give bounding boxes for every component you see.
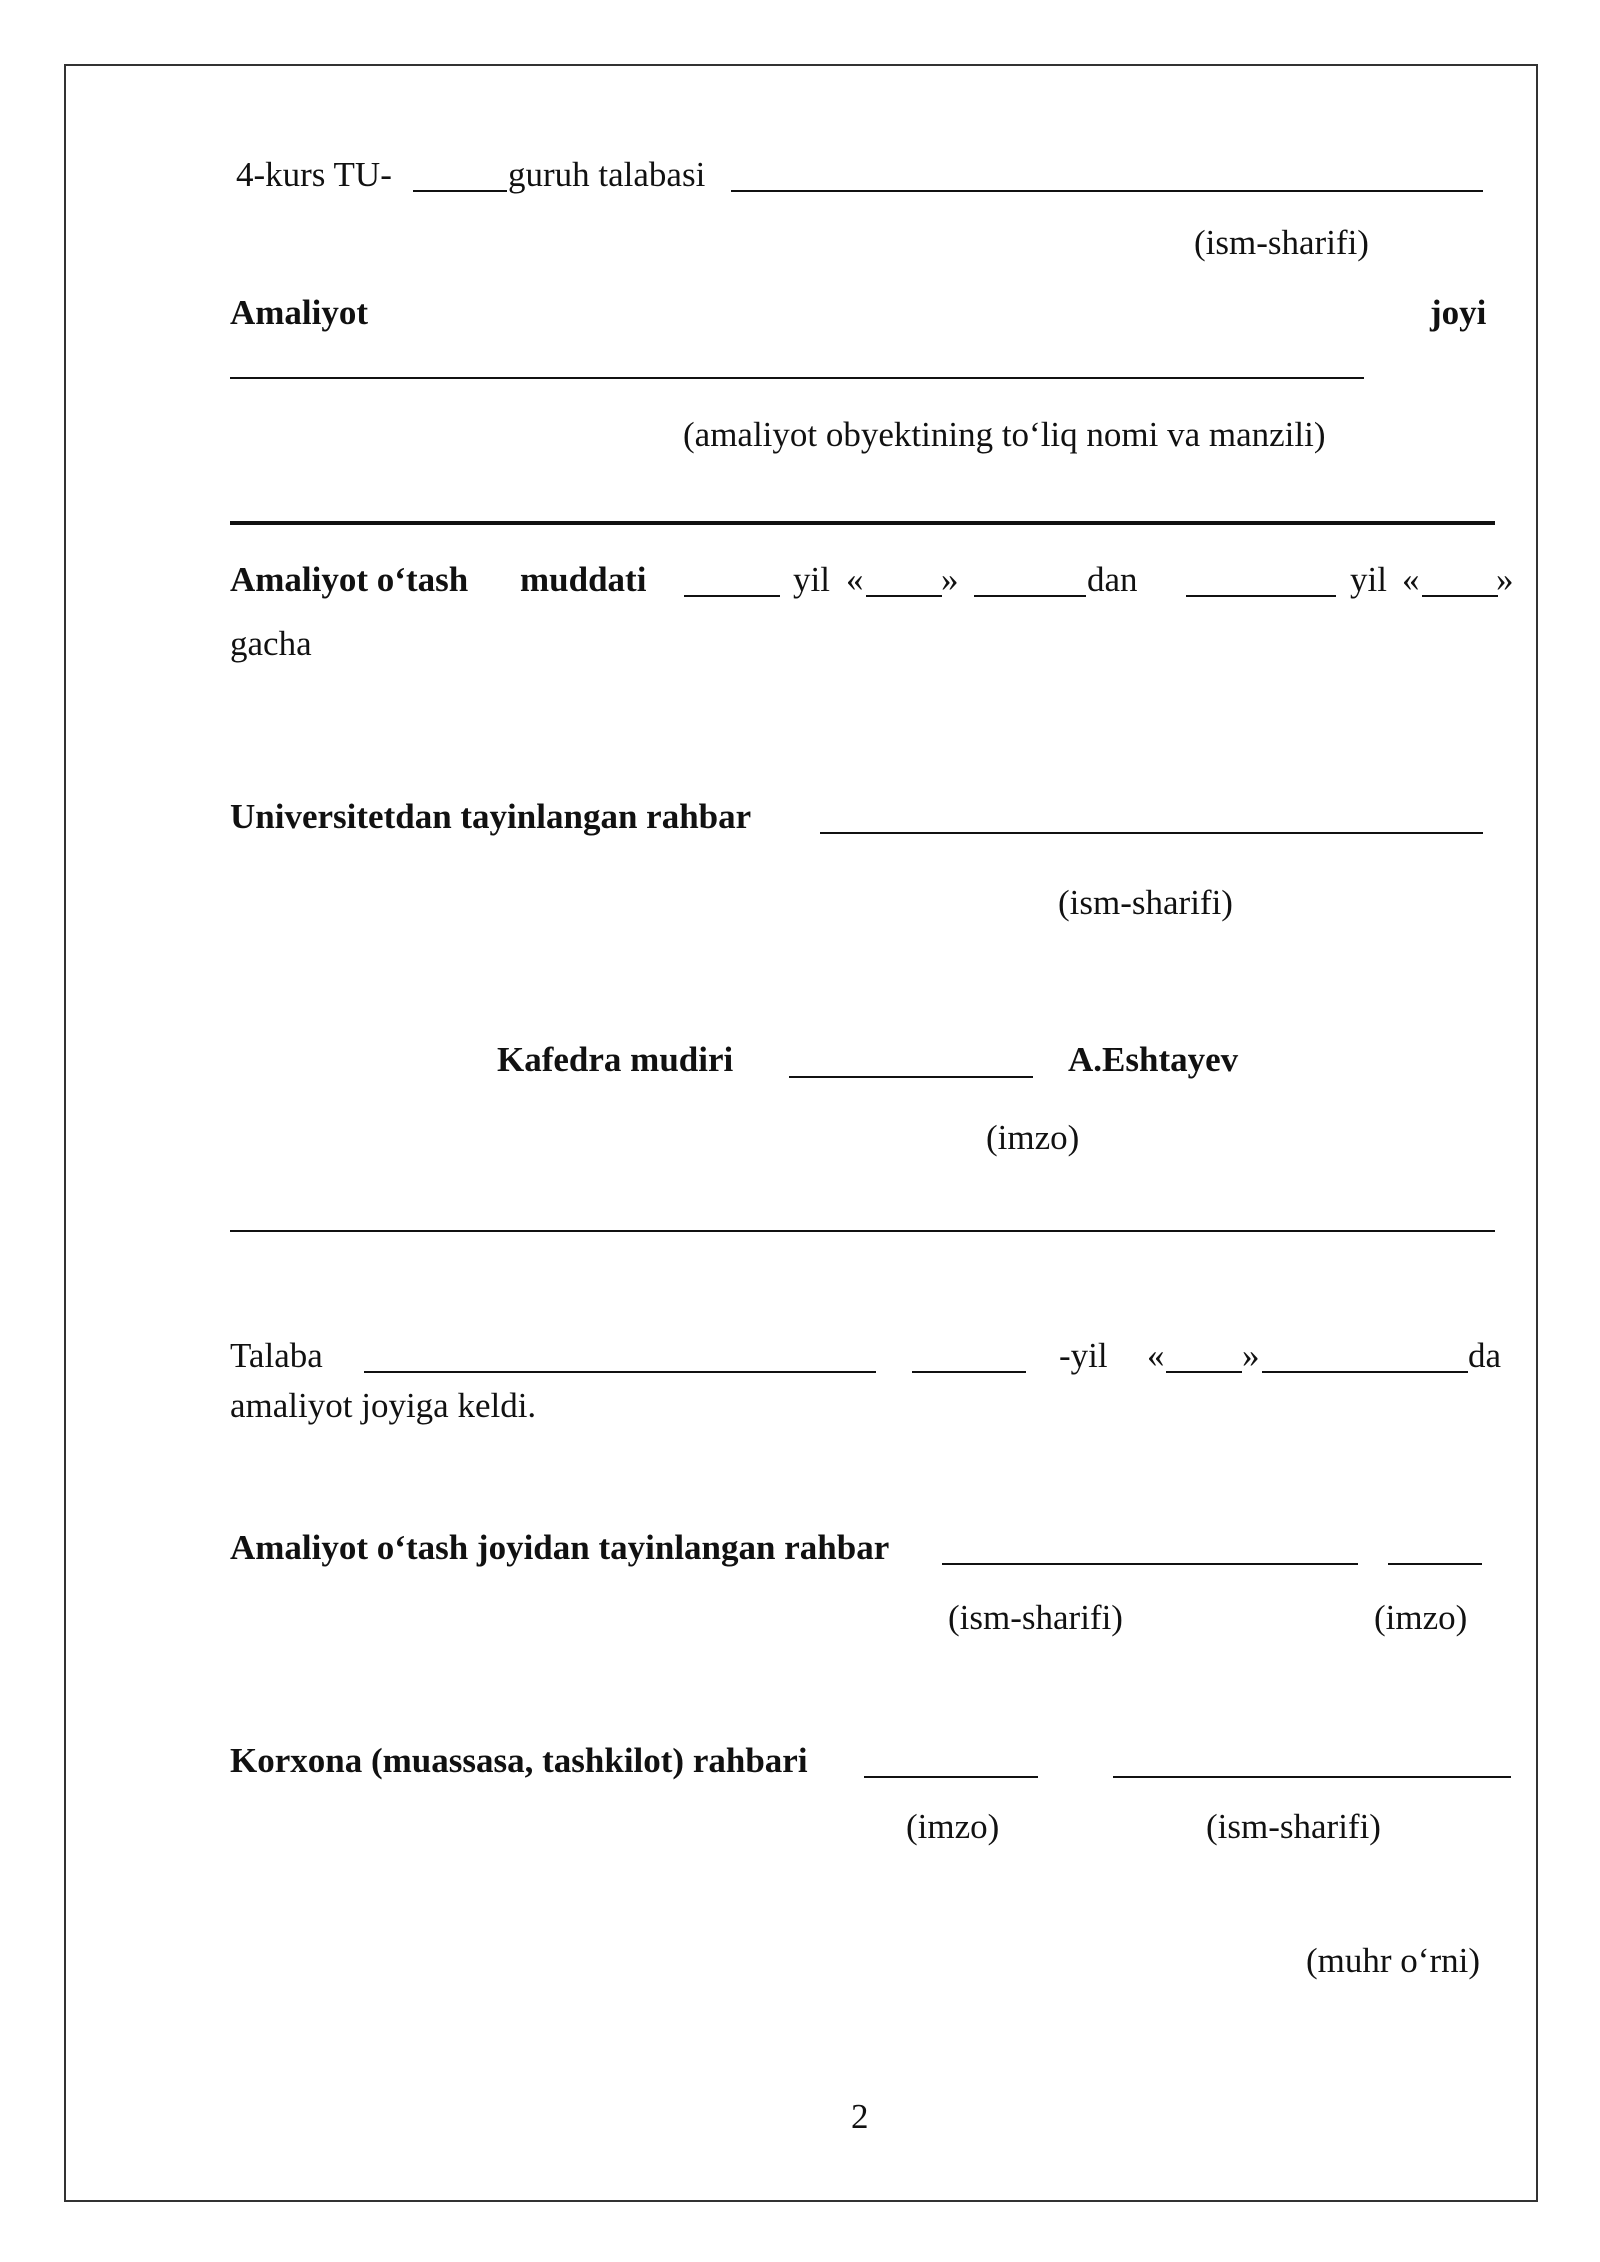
end-right-quote: » xyxy=(1496,560,1514,599)
enterprise-head-signature-blank[interactable] xyxy=(864,1776,1038,1778)
stamp-place-caption: (muhr o‘rni) xyxy=(1306,1941,1480,1980)
enterprise-head-name-caption: (ism-sharifi) xyxy=(1206,1807,1381,1846)
start-dan-word: dan xyxy=(1087,560,1138,599)
arrival-year-blank[interactable] xyxy=(912,1371,1026,1373)
practice-period-label-2: muddati xyxy=(520,560,647,599)
end-day-blank[interactable] xyxy=(1422,595,1498,597)
practice-place-label-right: joyi xyxy=(1430,293,1487,332)
site-supervisor-name-caption: (ism-sharifi) xyxy=(948,1598,1123,1637)
start-left-quote: « xyxy=(846,560,864,599)
group-student-text: guruh talabasi xyxy=(508,155,706,194)
site-supervisor-signature-blank[interactable] xyxy=(1388,1563,1482,1565)
practice-place-label-left: Amaliyot xyxy=(230,293,369,332)
student-name-blank[interactable] xyxy=(731,190,1483,192)
enterprise-head-label: Korxona (muassasa, tashkilot) rahbari xyxy=(230,1741,808,1780)
university-supervisor-label: Universitetdan tayinlangan rahbar xyxy=(230,797,752,836)
page-frame xyxy=(64,64,1538,2202)
student-name-caption: (ism-sharifi) xyxy=(1194,223,1369,262)
department-head-caption: (imzo) xyxy=(986,1118,1080,1157)
arrival-year-word: -yil xyxy=(1059,1336,1108,1375)
practice-place-caption: (amaliyot obyektining to‘liq nomi va manzili) xyxy=(683,415,1326,454)
site-supervisor-label: Amaliyot o‘tash joyidan tayinlangan rahbar xyxy=(230,1528,890,1567)
arrival-left-quote: « xyxy=(1147,1336,1165,1375)
start-day-blank[interactable] xyxy=(866,595,942,597)
arrival-month-blank[interactable] xyxy=(1262,1371,1468,1373)
end-left-quote: « xyxy=(1402,560,1420,599)
arrival-student-name-blank[interactable] xyxy=(364,1371,876,1373)
department-head-name: A.Eshtayev xyxy=(1068,1040,1239,1079)
department-head-label: Kafedra mudiri xyxy=(497,1040,734,1079)
gacha-text: gacha xyxy=(230,624,312,663)
enterprise-head-name-blank[interactable] xyxy=(1113,1776,1511,1778)
arrival-da-word: da xyxy=(1468,1336,1502,1375)
site-supervisor-name-blank[interactable] xyxy=(942,1563,1358,1565)
group-number-blank[interactable] xyxy=(413,190,507,192)
separator-line xyxy=(230,1230,1495,1232)
practice-period-label: Amaliyot o‘tash xyxy=(230,560,469,599)
start-year-word: yil xyxy=(793,560,830,599)
start-month-blank[interactable] xyxy=(974,595,1086,597)
university-supervisor-caption: (ism-sharifi) xyxy=(1058,883,1233,922)
end-year-blank[interactable] xyxy=(1186,595,1336,597)
site-supervisor-signature-caption: (imzo) xyxy=(1374,1598,1468,1637)
arrival-text: amaliyot joyiga keldi. xyxy=(230,1386,537,1425)
start-year-blank[interactable] xyxy=(684,595,780,597)
practice-place-blank-2[interactable] xyxy=(230,521,1495,525)
university-supervisor-blank[interactable] xyxy=(820,832,1483,834)
start-right-quote: » xyxy=(941,560,959,599)
end-year-word: yil xyxy=(1350,560,1387,599)
course-prefix-text: 4-kurs TU- xyxy=(236,155,392,194)
department-head-signature-blank[interactable] xyxy=(789,1076,1033,1078)
page-number: 2 xyxy=(851,2097,869,2136)
arrival-day-blank[interactable] xyxy=(1166,1371,1242,1373)
student-word: Talaba xyxy=(230,1336,323,1375)
practice-place-blank[interactable] xyxy=(230,377,1364,379)
enterprise-head-signature-caption: (imzo) xyxy=(906,1807,1000,1846)
arrival-right-quote: » xyxy=(1242,1336,1260,1375)
